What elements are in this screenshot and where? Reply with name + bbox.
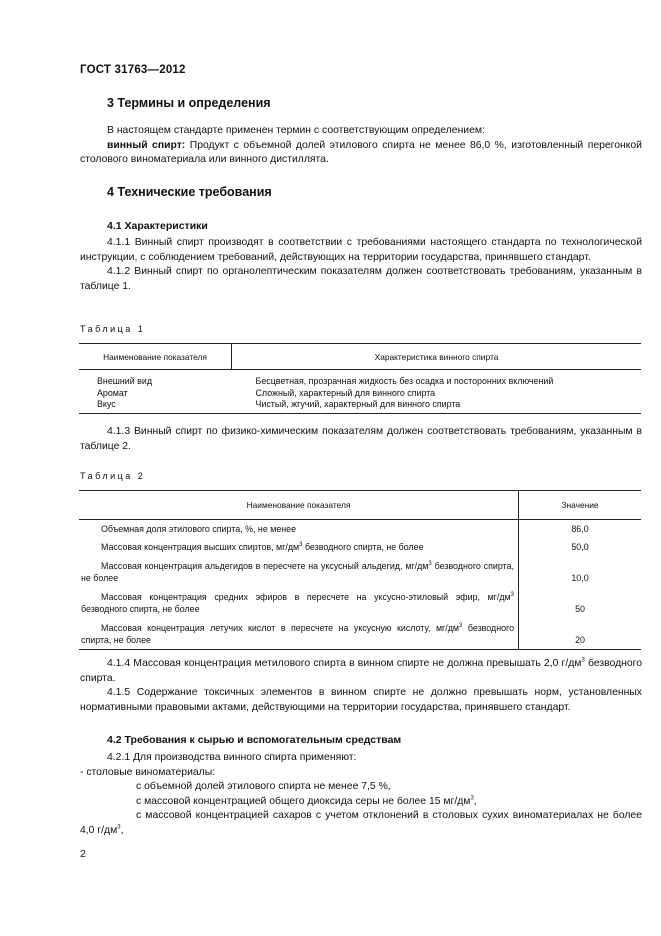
cell-text: Массовая концентрация альдегидов в пересчете на уксусный альдегид, мг/дм — [101, 561, 429, 571]
table-cell — [79, 556, 519, 587]
text: безводного спирта. — [80, 658, 643, 684]
table-cell: 20 — [575, 634, 585, 645]
paragraph-4-1-2: 4.1.2 Винный спирт по органолептическим показателям должен соответствовать требованиям, указанным в таблице 1. — [80, 266, 642, 292]
table-row — [79, 388, 641, 400]
table-cell — [79, 539, 519, 557]
paragraph-4-1-5: 4.1.5 Содержание токсичных элементов в винном спирте не должно превышать норм, установленных нормативными правовыми актами, действующими на территории государства, принявшего стандарт. — [80, 687, 642, 713]
table-cell — [79, 618, 519, 650]
list-item — [80, 795, 642, 810]
table-2-header-indicator: Наименование показателя — [79, 491, 519, 520]
superscript: 3 — [470, 795, 474, 802]
table-2-caption: Таблица 2 — [80, 471, 146, 481]
cell-text: Массовая концентрация летучих кислот в пересчете на уксусную кислоту, мг/дм — [101, 623, 460, 633]
superscript: 3 — [117, 824, 121, 831]
section-3-body — [80, 124, 642, 168]
paragraph-4-1-3: 4.1.3 Винный спирт по физико-химическим показателям должен соответствовать требованиям, указанным в таблице 2. — [80, 426, 642, 452]
superscript: 3 — [299, 541, 303, 548]
cell-text: Массовая концентрация высших спиртов, мг/дм — [101, 541, 300, 552]
subsection-4-2-title: 4.2 Требования к сырью и вспомогательным средствам — [107, 734, 402, 746]
table-row — [79, 399, 641, 413]
table-cell: Сложный, характерный для винного спирта — [255, 387, 436, 398]
table-cell: 50 — [575, 603, 585, 614]
table-cell — [79, 587, 519, 618]
table-cell: Чистый, жгучий, характерный для винного спирта — [255, 399, 461, 409]
table-cell: 10,0 — [571, 572, 589, 583]
table-1 — [79, 343, 641, 414]
paragraph-4-1-1: 4.1.1 Винный спирт производят в соответствии с требованиями настоящего стандарта по технологической инструкции, с соблюдением требований, действующих на территории государства, принявшего стандарт. — [80, 237, 642, 263]
table-row — [79, 587, 641, 618]
cell-text: безводного спирта, не более — [81, 603, 200, 614]
text: 4.1.4 Массовая концентрация метилового спирта в винном спирте не должна превышать 2,0 г/дм — [107, 658, 582, 669]
table-cell: Вкус — [97, 399, 116, 409]
standard-header: ГОСТ 31763—2012 — [80, 64, 186, 76]
cell-text: безводного спирта, не более — [81, 623, 515, 645]
paragraphs-4-1-1-4-1-2 — [80, 236, 642, 294]
table-row — [79, 556, 641, 587]
list-item: с объемной долей этилового спирта не менее 7,5 %, — [136, 781, 391, 793]
subsection-4-1-title: 4.1 Характеристики — [107, 220, 208, 232]
table-1-header-characteristic: Характеристика винного спирта — [232, 344, 642, 370]
term: винный спирт: — [107, 139, 186, 151]
text: с массовой концентрацией общего диоксида серы не более 15 мг/дм — [136, 795, 471, 807]
superscript: 3 — [581, 657, 585, 664]
superscript: 3 — [428, 561, 432, 568]
cell-text: Массовая концентрация средних эфиров в пересчете на уксусно-этиловый эфир, мг/дм — [101, 592, 511, 602]
list-heading: - столовые виноматериалы: — [80, 766, 216, 778]
definition: Продукт с объемной долей этилового спирта не менее 86,0 %, изготовленный перегонкой столового виноматериала или винного дистиллята. — [80, 139, 642, 166]
table-row — [79, 370, 641, 388]
text: , — [473, 795, 477, 807]
table-2 — [79, 490, 641, 650]
table-cell: Аромат — [97, 387, 128, 398]
cell-text: безводного спирта, не более — [302, 541, 424, 552]
table-cell: 50,0 — [571, 541, 589, 552]
table-cell: Объемная доля этилового спирта, %, не менее — [79, 520, 519, 539]
paragraphs-4-1-4-4-1-5 — [80, 657, 642, 715]
text: с массовой концентрацией сахаров с учетом отклонений в столовых сухих виноматериалах не более 4,0 г/дм — [80, 810, 642, 836]
table-1-caption: Таблица 1 — [80, 324, 146, 334]
section-4-2-body — [80, 751, 642, 839]
table-cell: 86,0 — [571, 524, 589, 534]
table-1-header-indicator: Наименование показателя — [79, 344, 232, 370]
section-3-title: 3 Термины и определения — [107, 96, 271, 110]
cell-text: безводного спирта, не более — [81, 561, 514, 583]
table-row — [79, 539, 641, 557]
table-row — [79, 520, 641, 539]
page-number: 2 — [80, 848, 86, 860]
table-2-header-value: Значение — [519, 491, 642, 520]
superscript: 3 — [459, 623, 463, 630]
paragraph-4-1-4 — [80, 657, 642, 686]
term-definition — [80, 139, 642, 168]
text: , — [120, 824, 124, 836]
table-cell: Внешний вид — [97, 376, 153, 386]
paragraph-4-2-1: 4.2.1 Для производства винного спирта применяют: — [107, 752, 357, 763]
section-3-intro: В настоящем стандарте применен термин с соответствующим определением: — [107, 125, 485, 136]
table-cell: Бесцветная, прозрачная жидкость без осадка и посторонних включений — [255, 376, 554, 386]
section-4-title: 4 Технические требования — [107, 185, 272, 199]
list-item — [80, 809, 642, 838]
superscript: 3 — [510, 592, 514, 599]
table-row — [79, 618, 641, 650]
